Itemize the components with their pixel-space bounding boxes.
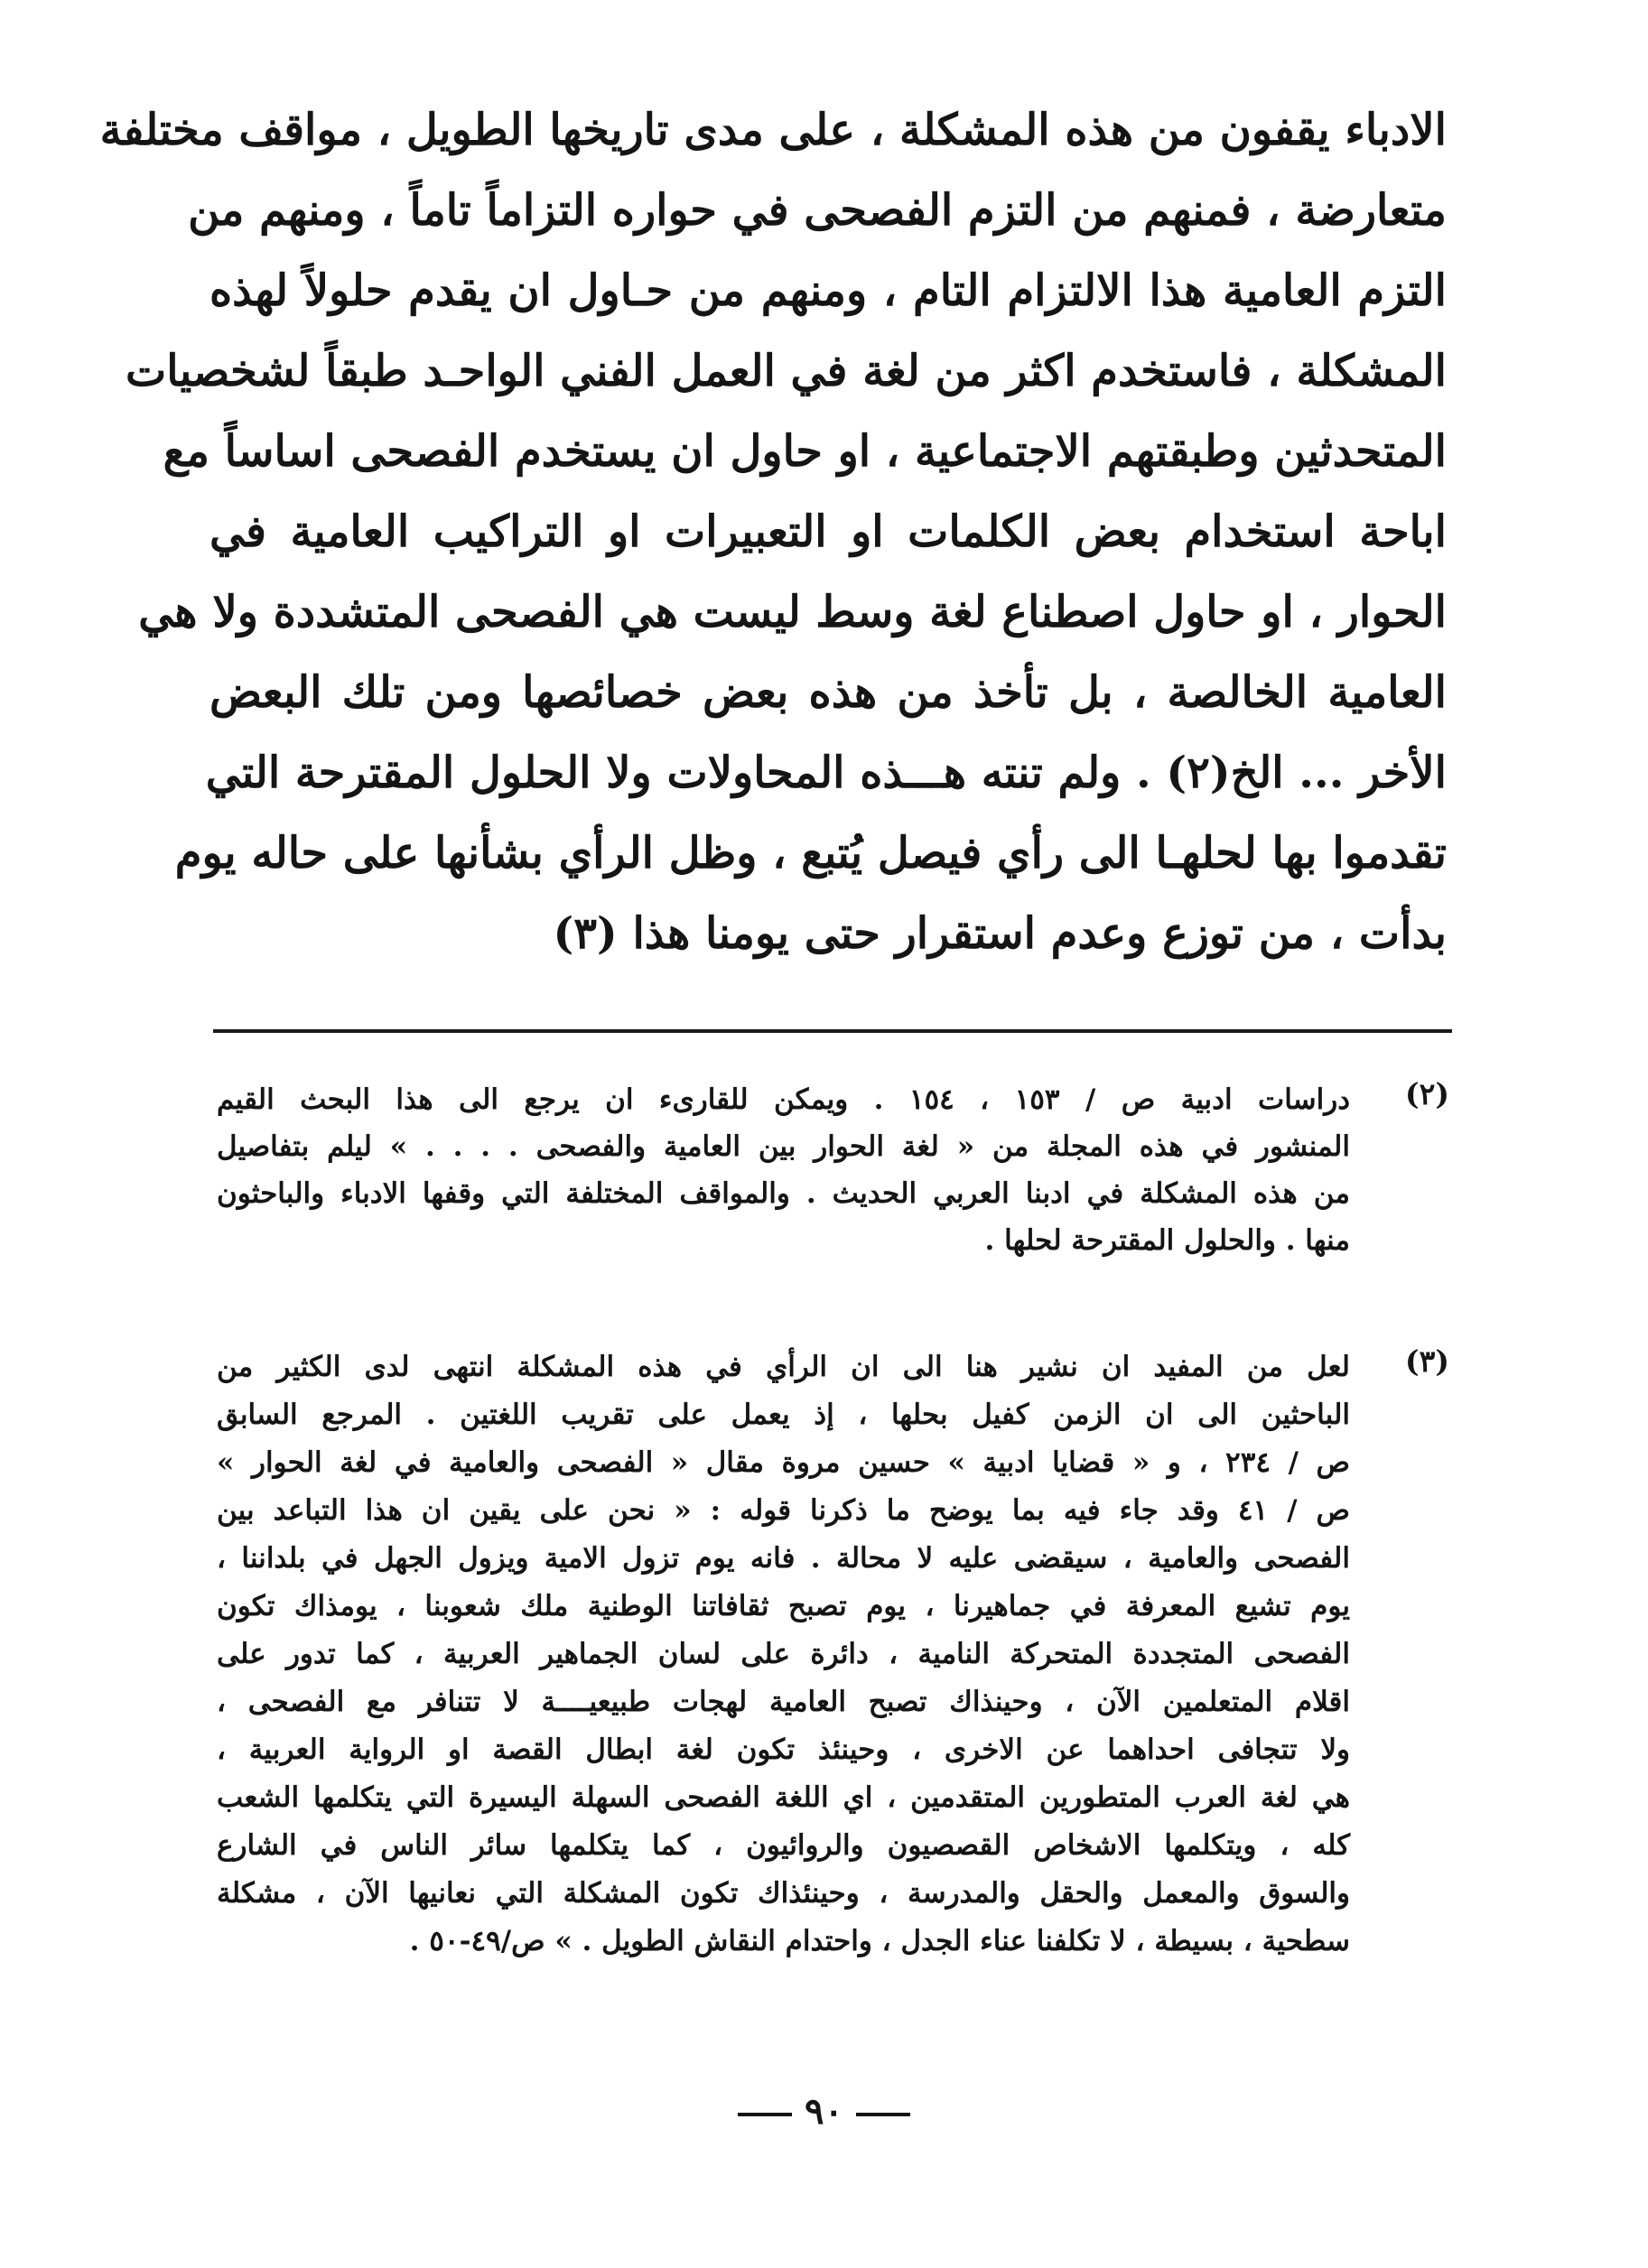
main-text-line: العامية الخالصة ، بل تأخذ من هذه بعض خصائصها ومن تلك البعض <box>209 667 1447 718</box>
footnote-line: الفصحى المتجددة المتحركة النامية ، دائرة على لسان الجماهير العربية ، كما تدور على <box>217 1638 1350 1670</box>
footnote-line: ولا تتجافى احداهما عن الاخرى ، وحينئذ تكون لغة ابطال القصة او الرواية العربية ، <box>217 1734 1350 1766</box>
footnote-line: الفصحى والعامية ، سيقضى عليه لا محالة . فانه يوم تزول الامية ويزول الجهل في بلداننا ، <box>217 1542 1350 1575</box>
main-text-line: المتحدثين وطبقتهم الاجتماعية ، او حاول ان يستخدم الفصحى اساساً مع <box>163 426 1447 477</box>
footnote-line: من هذه المشكلة في ادبنا العربي الحديث . والمواقف المختلفة التي وقفها الادباء والباحثون <box>217 1177 1350 1210</box>
footnote-marker: (٢) <box>1405 1076 1449 1111</box>
footnote-line: هي لغة العرب المتطورين المتقدمين ، اي اللغة الفصحى السهلة اليسيرة التي يتكلمها الشعب <box>217 1781 1350 1814</box>
footnote-line: يوم تشيع المعرفة في جماهيرنا ، يوم تصبح ثقافاتنا الوطنية ملك شعوبنا ، يومذاك تكون <box>217 1590 1350 1622</box>
main-text-line: متعارضة ، فمنهم من التزم الفصحى في حواره التزاماً تاماً ، ومنهم من <box>188 185 1447 236</box>
footnote-marker: (٣) <box>1405 1343 1449 1379</box>
page-number-dash <box>738 2113 792 2116</box>
footnote-line: منها . والحلول المقترحة لحلها . <box>984 1224 1350 1257</box>
footnote-line: والسوق والمعمل والحقل والمدرسة ، وحينئذاك تكون المشكلة التي نعانيها الآن ، مشكلة <box>217 1877 1350 1910</box>
footnote-line: الباحثين الى ان الزمن كفيل بحلها ، إذ يعمل على تقريب اللغتين . المرجع السابق <box>217 1399 1350 1431</box>
main-text-line: اباحة استخدام بعض الكلمات او التعبيرات او التراكيب العامية في <box>209 507 1447 557</box>
main-text-line: تقدموا بها لحلهـا الى رأي فيصل يُتبع ، وظل الرأي بشأنها على حاله يوم <box>174 828 1447 878</box>
footnote-line: كله ، ويتكلمها الاشخاص القصصيون والروائيون ، كما يتكلمها سائر الناس في الشارع <box>217 1829 1350 1862</box>
main-paragraph <box>99 90 1447 974</box>
footnote-line: لعل من المفيد ان نشير هنا الى ان الرأي في هذه المشكلة انتهى لدى الكثير من <box>217 1351 1350 1383</box>
page-number <box>0 2090 1648 2133</box>
page-number-value: ٩٠ <box>805 2090 843 2133</box>
main-text-line: المشكلة ، فاستخدم اكثر من لغة في العمل الفني الواحـد طبقاً لشخصيات <box>126 346 1447 396</box>
footnote-line: المنشور في هذه المجلة من « لغة الحوار بين العامية والفصحى . . . . » ليلم بتفاصيل <box>217 1130 1350 1163</box>
footnote-line: ص / ٤١ وقد جاء فيه بما يوضح ما ذكرنا قوله : « نحن على يقين ان هذا التباعد بين <box>217 1494 1350 1527</box>
footnote-line: ص / ٢٣٤ ، و « قضايا ادبية » حسين مروة مقال « الفصحى والعامية في لغة الحوار » <box>217 1446 1350 1479</box>
main-text-line: الادباء يقفون من هذه المشكلة ، على مدى تاريخها الطويل ، مواقف مختلفة <box>99 105 1447 155</box>
footnote-line: سطحية ، بسيطة ، لا تكلفنا عناء الجدل ، واحتدام النقاش الطويل . » ص/٤٩-٥٠ . <box>409 1925 1350 1957</box>
footnote-divider <box>213 1029 1452 1033</box>
footnote-line: دراسات ادبية ص / ١٥٣ ، ١٥٤ . ويمكن للقارىء ان يرجع الى هذا البحث القيم <box>217 1083 1350 1116</box>
main-text-line: الأخر ... الخ(٢) . ولم تنته هـــذه المحاولات ولا الحلول المقترحة التي <box>205 748 1447 798</box>
main-text-line: الحوار ، او حاول اصطناع لغة وسط ليست هي الفصحى المتشددة ولا هي <box>138 587 1447 637</box>
main-text-line: بدأت ، من توزع وعدم استقرار حتى يومنا هذا (٣) <box>553 908 1447 959</box>
footnote-line: اقلام المتعلمين الآن ، وحينذاك تصبح العامية لهجات طبيعيــــة لا تتنافر مع الفصحى ، <box>217 1686 1350 1718</box>
page-number-dash <box>856 2113 910 2116</box>
footnote-body <box>217 1076 1350 1264</box>
footnote-body <box>217 1343 1350 1966</box>
main-text-line: التزم العامية هذا الالتزام التام ، ومنهم من حـاول ان يقدم حلولاً لهذه <box>209 265 1447 316</box>
